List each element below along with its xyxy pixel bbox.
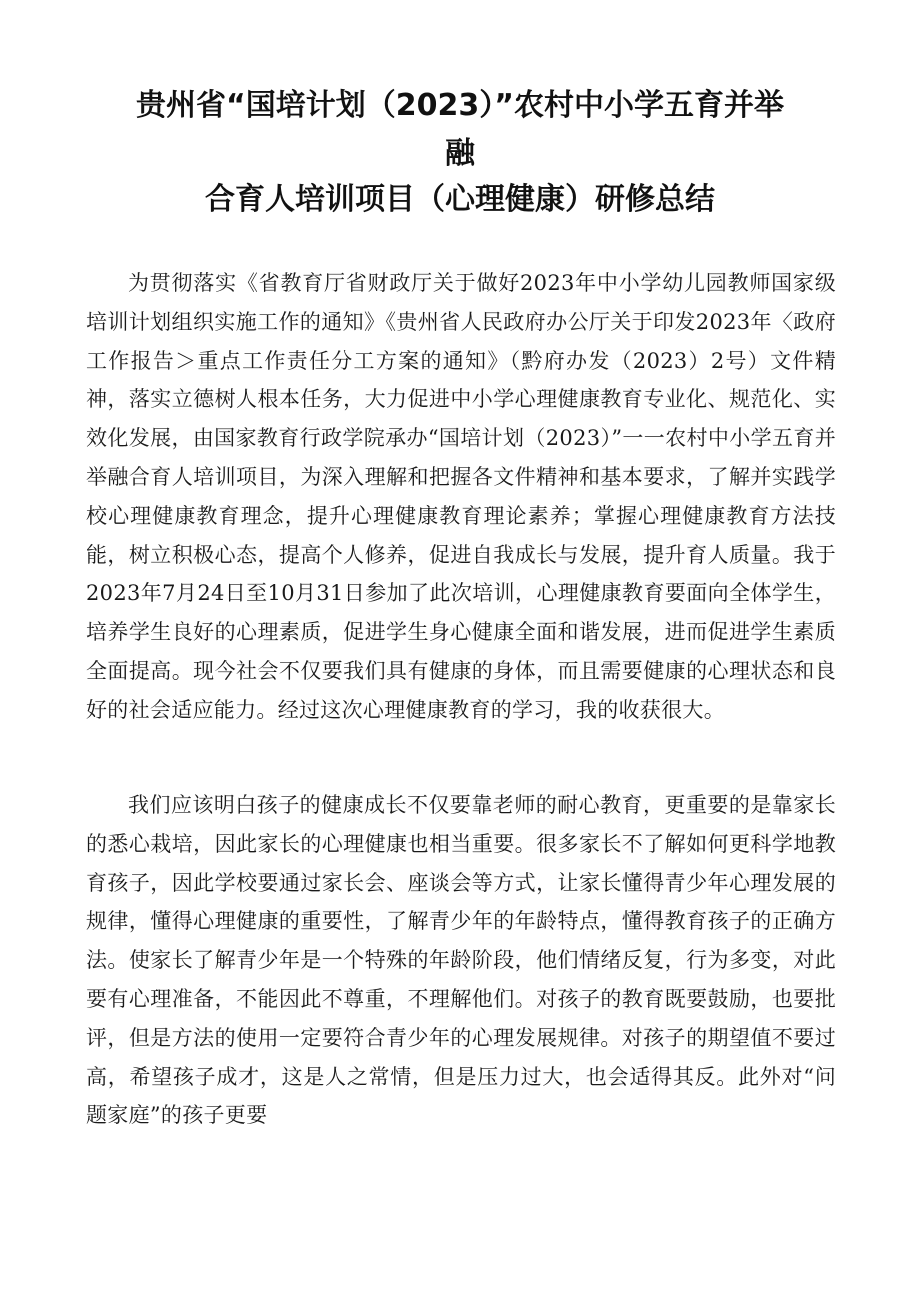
paragraph-1: 为贯彻落实《省教育厅省财政厅关于做好2023年中小学幼儿园教师国家级培训计划组织实施工作的通知》《贵州省人民政府办公厅关于印发2023年〈政府工作报告＞重点工作责任分工方案的通知》（黔府办发（2023）2号）文件精神，落实立德树人根本任务，大力促进中小学心理健康教育专业化、规范化、实效化发展，由国家教育行政学院承办“国培计划（2023）”一一农村中小学五育并举融合育人培训项目，为深入理解和把握各文件精神和基本要求，了解并实践学校心理健康教育理念，提升心理健康教育理论素养；掌握心理健康教育方法技能，树立积极心态，提高个人修养，促进自我成长与发展，提升育人质量。我于2023年7月24日至10月31日参加了此次培训，心理健康教育要面向全体学生，培养学生良好的心理素质，促进学生身心健康全面和谐发展，进而促进学生素质全面提高。现今社会不仅要我们具有健康的身体，而且需要健康的心理状态和良好的社会适应能力。经过这次心理健康教育的学习，我的收获很大。: [86, 271, 836, 722]
title-line-1: 贵州省“国培计划（2023）”农村中小学五育并举: [136, 88, 784, 123]
title-line-2: 融: [445, 136, 475, 171]
title-line-3: 合育人培训项目（心理健康）研修总结: [205, 182, 715, 217]
paragraph-2: 我们应该明白孩子的健康成长不仅要靠老师的耐心教育，更重要的是靠家长的悉心栽培，因此家长的心理健康也相当重要。很多家长不了解如何更科学地教育孩子，因此学校要通过家长会、座谈会等方式，让家长懂得青少年心理发展的规律，懂得心理健康的重要性，了解青少年的年龄特点，懂得教育孩子的正确方法。使家长了解青少年是一个特殊的年龄阶段，他们情绪反复，行为多变，对此要有心理准备，不能因此不尊重，不理解他们。对孩子的教育既要鼓励，也要批评，但是方法的使用一定要符合青少年的心理发展规律。对孩子的期望值不要过高，希望孩子成才，这是人之常情，但是压力过大，也会适得其反。此外对“问题家庭”的孩子更要: [86, 793, 836, 1128]
